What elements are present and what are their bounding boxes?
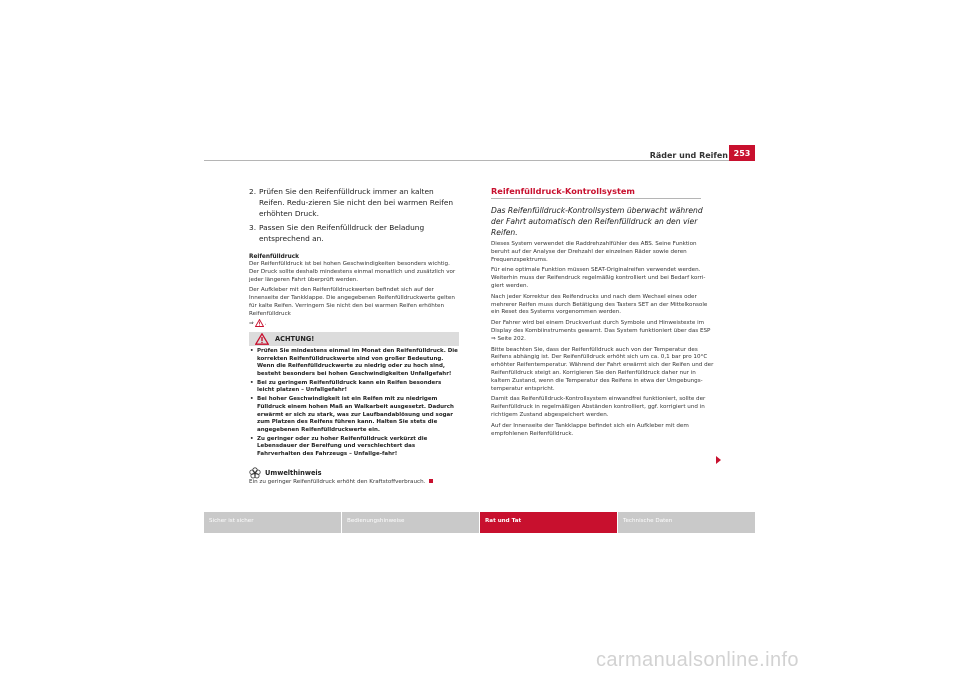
warning-box <box>249 332 459 459</box>
tab-sicher-ist-sicher[interactable]: Sicher ist sicher <box>204 512 341 533</box>
warning-body <box>249 346 459 459</box>
paragraph: Für eine optimale Funktion müssen SEAT-Originalreifen verwendet werden. Weiterhin muss der Reifendruck regelmäßig kontrolliert und bei Bedarf korri-giert werden. <box>491 267 706 289</box>
bullet: • <box>250 379 254 386</box>
paragraph: Nach jeder Korrektur des Reifendrucks und nach dem Wechsel eines oder mehrerer Reifen muss durch Betätigung des Tasters SET an der Mittelkonsole ein Reset des Systems vorgenommen werden. <box>491 293 708 316</box>
warning-item-text: Bei zu geringem Reifenfülldruck kann ein Reifen besonders leicht platzen – Unfallgefahr! <box>257 379 442 394</box>
warning-item-text: Prüfen Sie mindestens einmal im Monat den Reifenfülldruck. Die korrekten Reifenfülldruckwerte sind von großer Bedeutung. Wenn die Reifenfülldruckwerte zu niedrig oder zu hoch sind, besteht besonders bei hohen Geschwindigkeiten Unfallgefahr! <box>257 347 458 377</box>
chapter-title: Räder und Reifen <box>649 151 728 160</box>
end-mark-icon <box>429 479 433 483</box>
environment-flower-icon <box>249 467 261 479</box>
footer-tab-bar <box>204 512 755 533</box>
environment-note-header <box>249 467 459 479</box>
paragraph: Der Reifenfülldruck ist bei hohen Geschwindigkeiten besonders wichtig. Der Druck sollte deshalb mindestens einmal monatlich und zusätzlich vor jeder längeren Fahrt überprüft werden. <box>249 261 456 283</box>
paragraph: Dieses System verwendet die Raddrehzahlfühler des ABS. Seine Funktion beruht auf der Analyse der Drehzahl der einzelnen Räder sowie deren Frequenzspektrums. <box>491 241 697 263</box>
warning-item <box>249 436 459 459</box>
page-number: 253 <box>729 145 755 161</box>
step-text: Prüfen Sie den Reifenfülldruck immer an kalten Reifen. Redu-zieren Sie nicht den bei warmen Reifen erhöhten Druck. <box>259 187 454 218</box>
warning-title: ACHTUNG! <box>275 334 315 343</box>
warning-item <box>249 348 459 379</box>
environment-note-title: Umwelthinweis <box>265 468 322 477</box>
header-rule <box>204 160 755 161</box>
section-heading: Reifenfülldruck <box>249 254 300 260</box>
paragraph: Bitte beachten Sie, dass der Reifenfülldruck auch von der Temperatur des Reifens abhängig ist. Der Reifenfülldruck erhöht sich um ca. 0,1 bar pro 10°C erhöhter Reifentemperatur. Während der Fahrt erwärmt sich der Reifen und der Reifenfülldruck steigt an. Korrigieren Sie den Reifenfülldruck daher nur in kaltem Zustand, wenn die Temperatur des Reifens in etwa der Umgebungs-temperatur entspricht. <box>491 346 714 392</box>
continue-arrow-icon[interactable] <box>716 456 721 464</box>
step-text: Passen Sie den Reifenfülldruck der Beladung entsprechend an. <box>259 223 425 243</box>
bullet: • <box>250 435 254 442</box>
paragraph-text: Der Aufkleber mit den Reifenfülldruckwerten befindet sich auf der Innenseite der Tankklappe. Die angegebenen Reifenfülldruckwerte gelten für kalte Reifen. Verringern Sie nicht den bei warmen Reifen erhöhten Reifenfülldruck <box>249 287 455 317</box>
paragraph: Der Fahrer wird bei einem Druckverlust durch Symbole und Hinweistexte im Display des Kombiinstruments gewarnt. Das System funktioniert über das ESP ⇒ Seite 202. <box>491 320 711 342</box>
step-number: 2. <box>249 187 257 196</box>
paragraph: Auf der Innenseite der Tankklappe befindet sich ein Aufkleber mit dem empfohlenen Reifenfülldruck. <box>491 422 689 437</box>
bullet: • <box>250 347 254 354</box>
right-column <box>491 186 715 441</box>
step-number: 3. <box>249 223 257 232</box>
step-item <box>249 222 459 244</box>
warning-item <box>249 380 459 395</box>
warning-header <box>249 332 459 346</box>
tab-bedienungshinweise[interactable]: Bedienungshinweise <box>342 512 479 533</box>
tab-technische-daten[interactable]: Technische Daten <box>618 512 755 533</box>
watermark: carmanualsonline.info <box>596 649 799 671</box>
environment-note-text <box>249 479 459 487</box>
left-column <box>249 186 459 490</box>
paragraph: Der Aufkleber mit den Reifenfülldruckwerten befindet sich auf der Innenseite der Tankklappe. Die angegebenen Reifenfülldruckwerte gelten für kalte Reifen. Verringern Sie nicht den bei warmen Reifen erhöhten Reifenfülldruck ⇒ . <box>249 287 455 327</box>
warning-item <box>249 396 459 435</box>
warning-item-text: Bei hoher Geschwindigkeit ist ein Reifen mit zu niedrigem Fülldruck einem hohen Maß an Walkarbeit ausgesetzt. Dadurch erwärmt er sich zu stark, was zur Laufbandablösung und sogar zum Platzen des Reifens führen kann. Halten Sie stets die angegebenen Reifenfülldruckwerte ein. <box>257 396 454 433</box>
reference-arrow[interactable]: ⇒ <box>249 320 254 327</box>
tab-rat-und-tat[interactable]: Rat und Tat <box>480 512 617 533</box>
bullet: • <box>250 396 254 403</box>
warning-item-text: Zu geringer oder zu hoher Reifenfülldruck verkürzt die Lebensdauer der Bereifung und verschlechtert das Fahrverhalten des Fahrzeugs – Unfallge-fahr! <box>257 435 428 458</box>
paragraph-text: Ein zu geringer Reifenfülldruck erhöht den Kraftstoffverbrauch. <box>249 478 426 485</box>
warning-triangle-icon[interactable] <box>255 319 264 327</box>
paragraph: Damit das Reifenfülldruck-Kontrollsystem einwandfrei funktioniert, sollte der Reifenfülldruck in regelmäßigen Abständen kontrolliert, ggf. korrigiert und in richtigem Zustand abgespeichert werden. <box>491 396 706 418</box>
step-item <box>249 186 459 219</box>
section-subtitle: Das Reifenfülldruck-Kontrollsystem überwacht während der Fahrt automatisch den Reifenfülldruck an den vier Reifen. <box>491 206 703 237</box>
warning-triangle-icon <box>255 333 269 345</box>
section-title: Reifenfülldruck-Kontrollsystem <box>491 186 701 199</box>
